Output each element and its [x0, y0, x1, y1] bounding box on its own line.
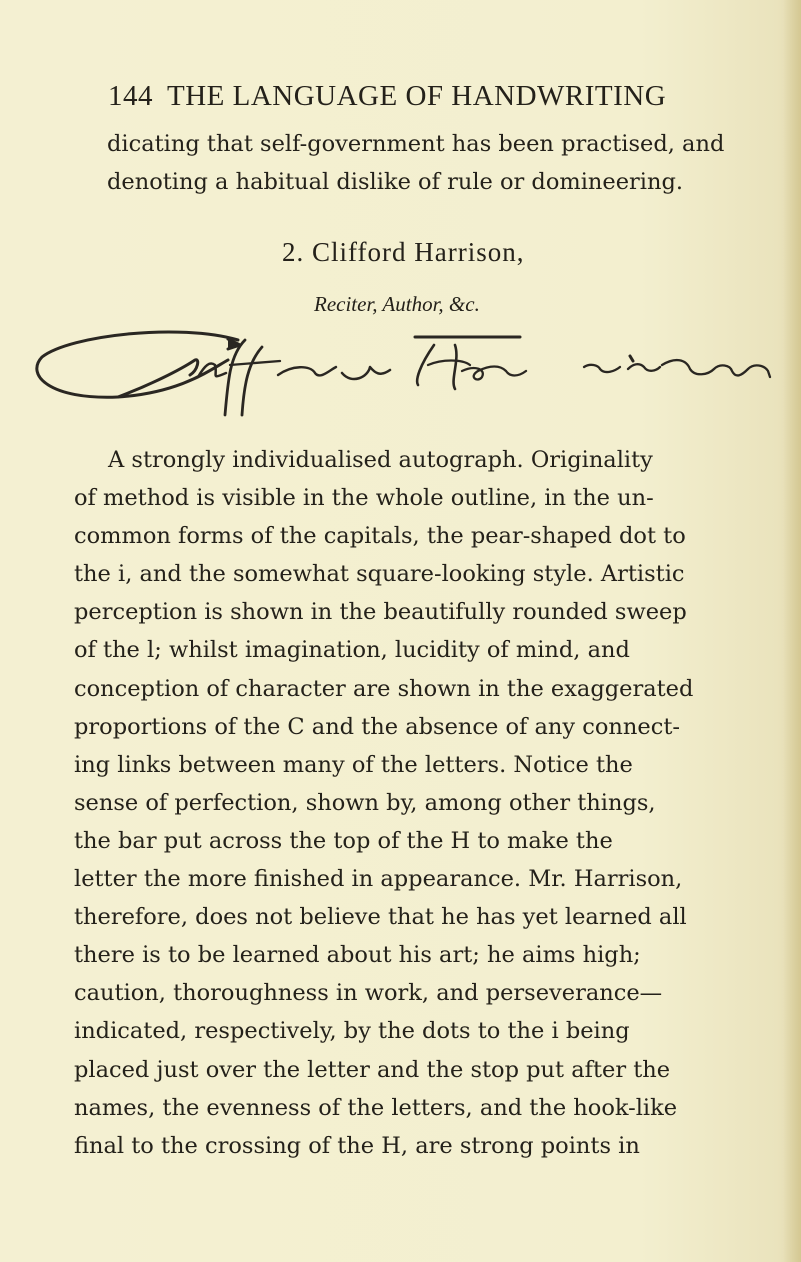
running-title: THE LANGUAGE OF HANDWRITING	[167, 80, 667, 112]
text-line: the i, and the somewhat square-looking style. Artistic	[74, 561, 685, 588]
running-head	[108, 80, 748, 113]
text-line: sense of perfection, shown by, among other things,	[74, 789, 656, 816]
page-number: 144	[108, 80, 153, 112]
page-edge-shading	[783, 0, 801, 1262]
text-line: the bar put across the top of the H to make the	[74, 827, 613, 854]
section-heading: 2. Clifford Harrison,	[282, 237, 525, 267]
text-line: conception of character are shown in the exaggerated	[74, 675, 694, 702]
text-line: placed just over the letter and the stop put after the	[74, 1056, 671, 1083]
text-line: dicating that self-government has been practised, and	[107, 131, 725, 157]
text-line: indicated, respectively, by the dots to the i being	[74, 1018, 630, 1045]
text-line: common forms of the capitals, the pear-shaped dot to	[74, 523, 686, 550]
text-line: therefore, does not believe that he has yet learned all	[74, 904, 687, 931]
text-line: of the l; whilst imagination, lucidity of mind, and	[74, 637, 630, 664]
text-line: ing links between many of the letters. Notice the	[74, 751, 633, 778]
text-line: denoting a habitual dislike of rule or domineering.	[107, 169, 684, 195]
text-line: caution, thoroughness in work, and perseverance—	[74, 980, 663, 1007]
intro-paragraph	[107, 125, 767, 201]
body-paragraph	[74, 441, 774, 1165]
section-subheading: Reciter, Author, &c.	[314, 292, 480, 316]
text-line: proportions of the C and the absence of any connect-	[74, 713, 680, 740]
text-line: names, the evenness of the letters, and the hook-like	[74, 1094, 678, 1121]
text-line: perception is shown in the beautifully rounded sweep	[74, 599, 687, 626]
autograph-signature	[30, 325, 790, 425]
text-line: of method is visible in the whole outline, in the un-	[74, 485, 654, 512]
text-line: there is to be learned about his art; he aims high;	[74, 942, 641, 969]
text-line: A strongly individualised autograph. Originality	[108, 447, 653, 473]
text-line: letter the more finished in appearance. Mr. Harrison,	[74, 866, 683, 893]
text-line: final to the crossing of the H, are strong points in	[74, 1132, 640, 1159]
